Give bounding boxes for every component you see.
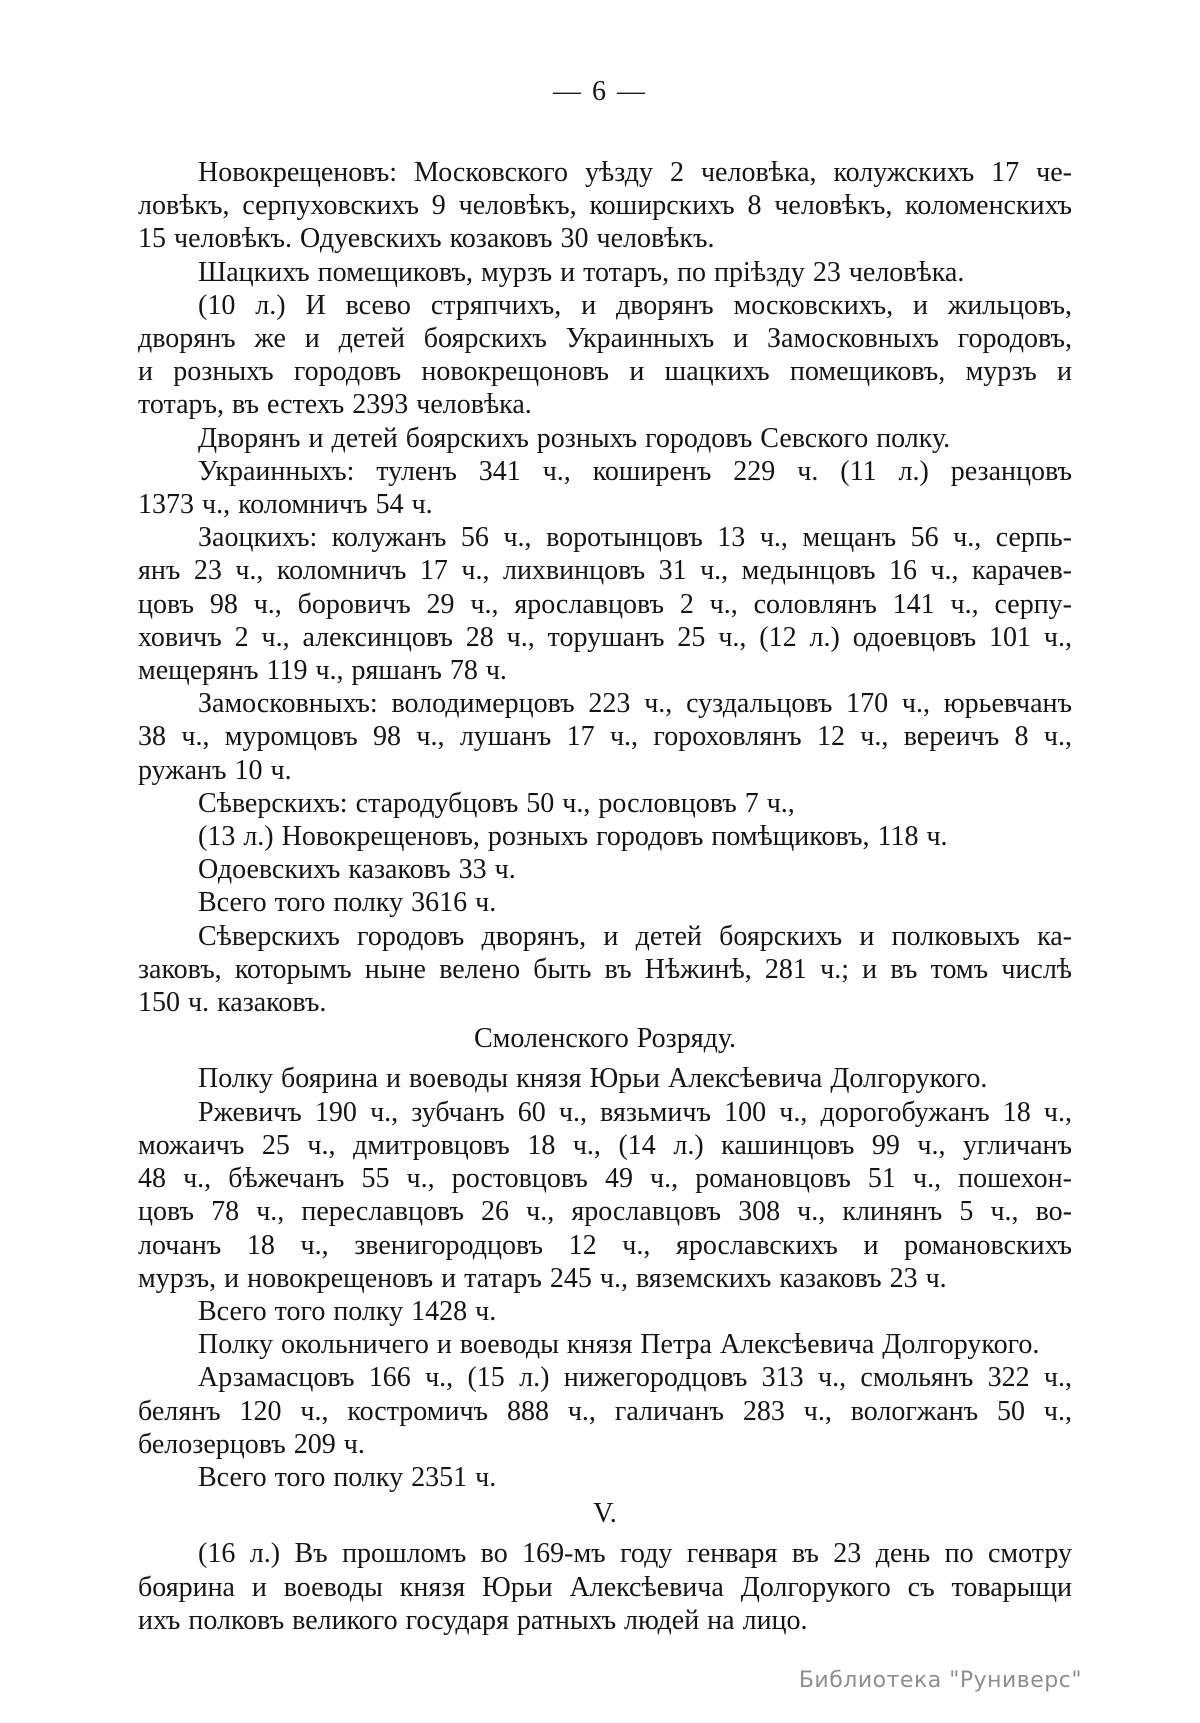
text-line: Полку боярина и воеводы князя Юрьи Алексѣевича Долгорукого.: [198, 1063, 988, 1095]
text-line: Всего того полку 2351 ч.: [198, 1461, 497, 1493]
text-line: (10 л.) И всево стряпчихъ, и дворянъ московскихъ, и жильцовъ,: [198, 289, 1072, 321]
text-line: янъ 23 ч., коломничъ 17 ч., лихвинцовъ 31 ч., медынцовъ 16 ч., карачев-: [138, 555, 1072, 587]
paragraph: [138, 1461, 1072, 1494]
text-line: Сѣверскихъ городовъ дворянъ, и детей боярскихъ и полковыхъ ка-: [198, 920, 1072, 952]
text-line: ловѣкъ, серпуховскихъ 9 человѣкъ, коширскихъ 8 человѣкъ, коломенскихъ: [138, 190, 1072, 222]
text-line: 150 ч. казаковъ.: [138, 987, 327, 1019]
text-line: мещерянъ 119 ч., ряшанъ 78 ч.: [138, 655, 507, 687]
paragraph: [138, 1062, 1072, 1095]
text-line: 15 человѣкъ. Одуевскихъ козаковъ 30 человѣкъ.: [138, 223, 715, 255]
text-line: можаичъ 25 ч., дмитровцовъ 18 ч., (14 л.) кашинцовъ 99 ч., угличанъ: [138, 1129, 1072, 1161]
text-line: дворянъ же и детей боярскихъ Украинныхъ и Замосковныхъ городовъ,: [138, 323, 1072, 355]
text-line: ружанъ 10 ч.: [138, 754, 292, 786]
text-line: Ржевичъ 190 ч., зубчанъ 60 ч., вязьмичъ 100 ч., дорогобужанъ 18 ч.,: [198, 1096, 1072, 1128]
paragraph: [138, 787, 1072, 820]
paragraph: [138, 156, 1072, 256]
text-line: цовъ 98 ч., боровичъ 29 ч., ярославцовъ 2 ч., соловлянъ 141 ч., серпу-: [138, 588, 1072, 620]
text-line: лочанъ 18 ч., звенигородцовъ 12 ч., ярославскихъ и романовскихъ: [138, 1229, 1072, 1261]
paragraph: [138, 687, 1072, 787]
text-line: Всего того полку 1428 ч.: [198, 1295, 497, 1327]
text-line: мурзъ, и новокрещеновъ и татаръ 245 ч., вяземскихъ казаковъ 23 ч.: [138, 1262, 947, 1294]
document-body: [138, 156, 1072, 1637]
text-line: и розныхъ городовъ новокрещоновъ и шацкихъ помещиковъ, мурзъ и: [138, 356, 1072, 388]
paragraph: [138, 422, 1072, 455]
text-line: Всего того полку 3616 ч.: [198, 887, 497, 919]
watermark: Библиотека "Руниверс": [798, 1668, 1082, 1693]
paragraph: [138, 920, 1072, 1020]
text-line: ховичъ 2 ч., алексинцовъ 28 ч., торушанъ 25 ч., (12 л.) одоевцовъ 101 ч.,: [138, 621, 1072, 653]
text-line: (13 л.) Новокрещеновъ, розныхъ городовъ помѣщиковъ, 118 ч.: [198, 821, 948, 853]
page-number: — 6 —: [553, 76, 647, 107]
paragraph: [138, 1096, 1072, 1295]
text-line: Заоцкихъ: колужанъ 56 ч., воротынцовъ 13 ч., мещанъ 56 ч., серпь-: [198, 522, 1072, 554]
paragraph: [138, 820, 1072, 853]
section-heading: Смоленского Розряду.: [473, 1023, 737, 1055]
paragraph: [138, 289, 1072, 422]
text-line: Украинныхъ: туленъ 341 ч., коширенъ 229 ч. (11 л.) резанцовъ: [198, 455, 1072, 487]
text-line: Полку окольничего и воеводы князя Петра Алексѣевича Долгорукого.: [198, 1329, 1040, 1361]
text-line: Сѣверскихъ: стародубцовъ 50 ч., рословцовъ 7 ч.,: [198, 787, 795, 819]
text-line: Шацкихъ помещиковъ, мурзъ и тотаръ, по пріѣзду 23 человѣка.: [198, 256, 965, 288]
paragraph: [138, 521, 1072, 687]
text-line: Замосковныхъ: володимерцовъ 223 ч., суздальцовъ 170 ч., юрьевчанъ: [198, 688, 1072, 720]
paragraph: [138, 1537, 1072, 1637]
text-line: белянъ 120 ч., костромичъ 888 ч., галичанъ 283 ч., вологжанъ 50 ч.,: [138, 1395, 1072, 1427]
paragraph: [138, 853, 1072, 886]
paragraph: [138, 1295, 1072, 1328]
text-line: Одоевскихъ казаковъ 33 ч.: [198, 854, 516, 886]
paragraph: [138, 1361, 1072, 1461]
text-line: (16 л.) Въ прошломъ во 169-мъ году генваря въ 23 день по смотру: [198, 1538, 1072, 1570]
section-heading: V.: [593, 1498, 617, 1530]
text-line: 1373 ч., коломничъ 54 ч.: [138, 489, 433, 521]
text-line: Дворянъ и детей боярскихъ розныхъ городовъ Севского полку.: [198, 422, 951, 454]
text-line: цовъ 78 ч., переславцовъ 26 ч., ярославцовъ 308 ч., клинянъ 5 ч., во-: [138, 1196, 1072, 1228]
text-line: тотаръ, въ естехъ 2393 человѣка.: [138, 389, 532, 421]
text-line: Арзамасцовъ 166 ч., (15 л.) нижегородцовъ 313 ч., смольянъ 322 ч.,: [198, 1362, 1072, 1394]
text-line: белозерцовъ 209 ч.: [138, 1428, 365, 1460]
paragraph: [138, 455, 1072, 521]
paragraph: [138, 886, 1072, 919]
paragraph: [138, 1328, 1072, 1361]
text-line: 48 ч., бѣжечанъ 55 ч., ростовцовъ 49 ч., романовцовъ 51 ч., пошехон-: [138, 1163, 1072, 1195]
text-line: 38 ч., муромцовъ 98 ч., лушанъ 17 ч., гороховлянъ 12 ч., вереичъ 8 ч.,: [138, 721, 1072, 753]
text-line: боярина и воеводы князя Юрьи Алексѣевича Долгорукого съ товарыщи: [138, 1571, 1072, 1603]
text-line: Новокрещеновъ: Московского уѣзду 2 человѣка, колужскихъ 17 че-: [198, 157, 1072, 188]
text-line: ихъ полковъ великого государя ратныхъ людей на лицо.: [138, 1604, 808, 1636]
text-line: заковъ, которымъ ныне велено быть въ Нѣжинѣ, 281 ч.; и въ томъ числѣ: [138, 953, 1072, 985]
paragraph: [138, 256, 1072, 289]
